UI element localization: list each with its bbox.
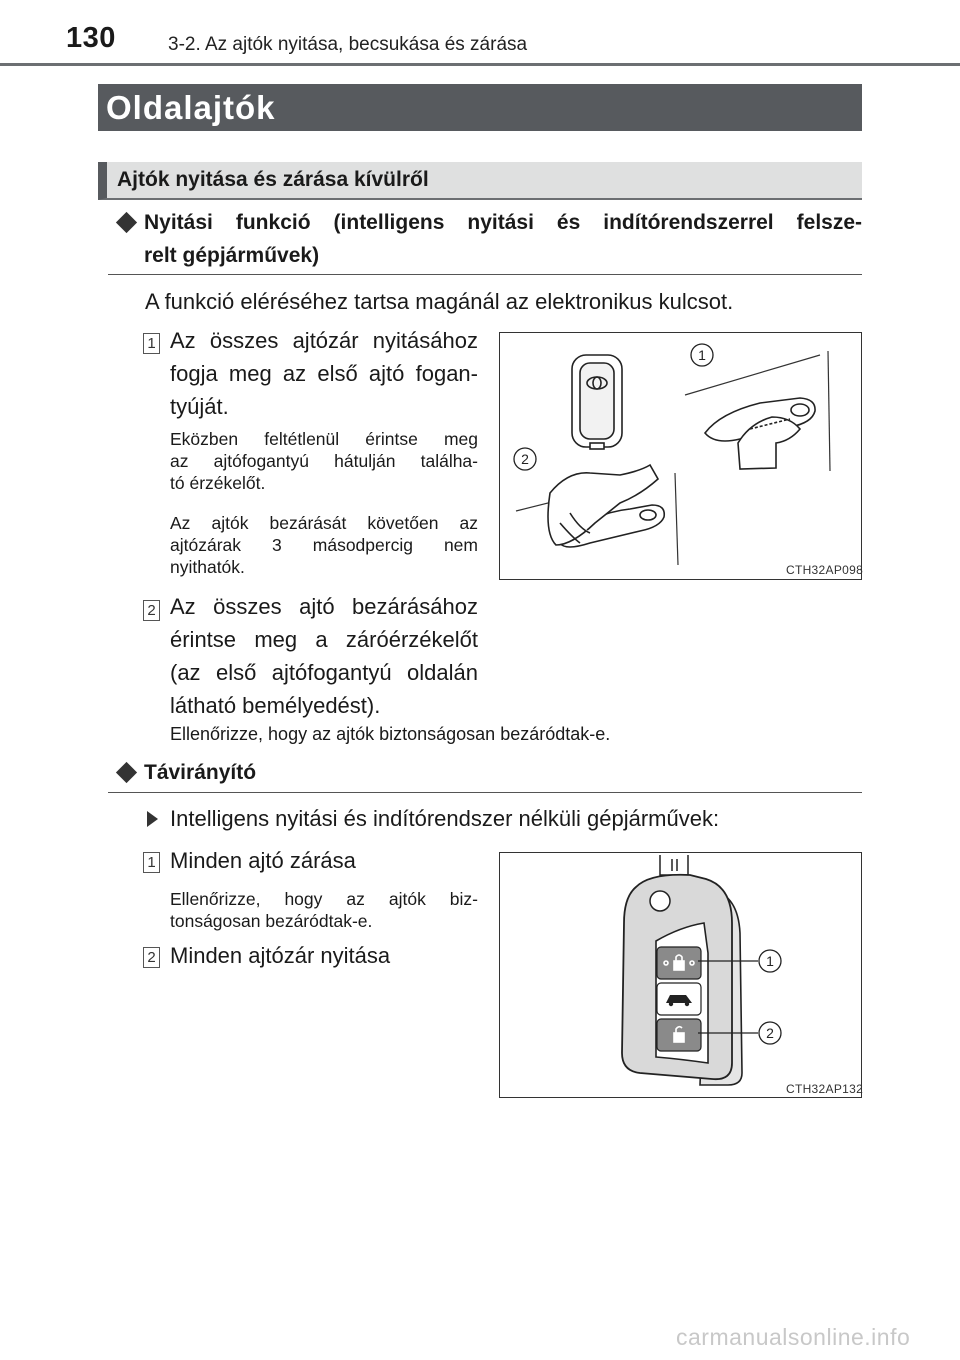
block2-item1-label: Minden ajtó zárása [170,848,356,873]
block2-subheading: Intelligens nyitási és indítórendszer nélküli gépjárművek: [170,806,720,831]
diamond-bullet-icon [116,762,137,783]
header-rule [0,63,960,66]
triangle-bullet-icon [147,811,158,827]
door-handle-figure [499,332,862,580]
figure-code: CTH32AP132 [786,1082,864,1096]
block1-heading-line2: relt gépjárművek) [144,244,320,267]
callout-1: 1 [766,953,774,969]
block1-rule [108,274,862,275]
section-title: Oldalajtók [98,84,862,131]
block1-item2-text: Az összes ajtó bezárásához érintse meg a záróérzékelőt (az első ajtófogantyú oldalán látható bemélyedést). [170,594,478,718]
block1-item1-text: Az összes ajtózár nyitásához fogja meg az első ajtó fogan- tyúját. [170,328,478,419]
door-handle-illustration [500,333,864,579]
block2-item1-note: Ellenőrizze, hogy az ajtók biz- tonságosan bezáródtak-e. [170,889,478,931]
item-number-badge: 1 [143,852,160,873]
block1-item1-note2: Az ajtók bezárását követően az ajtózárak 3 másodpercig nem nyithatók. [170,513,478,577]
block1-heading-line1: Nyitási funkció (intelligens nyitási és indítórendszerrel felsze- [144,211,862,234]
item-number-badge: 1 [143,333,160,354]
chapter-title: 3-2. Az ajtók nyitása, becsukása és zárása [168,34,528,55]
watermark: carmanualsonline.info [676,1324,911,1350]
diamond-bullet-icon [116,212,137,233]
block2-heading: Távirányító [144,761,257,784]
callout-1: 1 [698,347,706,363]
block1-intro: A funkció eléréséhez tartsa magánál az elektronikus kulcsot. [145,289,734,314]
callout-2: 2 [766,1025,774,1041]
callout-2: 2 [521,451,529,467]
item-number-badge: 2 [143,947,160,968]
remote-key-figure [499,852,862,1098]
block1-item2-note: Ellenőrizze, hogy az ajtók biztonságosan bezáródtak-e. [170,724,611,744]
section-subtitle: Ajtók nyitása és zárása kívülről [98,162,862,200]
block2-rule [108,792,862,793]
block1-item1-note1: Eközben feltétlenül érintse meg az ajtófogantyú hátulján találha- tó érzékelőt. [170,429,478,493]
item-number-badge: 2 [143,600,160,621]
page-number: 130 [66,22,116,54]
block2-item2-label: Minden ajtózár nyitása [170,943,391,968]
figure-code: CTH32AP098 [786,563,864,577]
remote-key-illustration [500,853,864,1097]
